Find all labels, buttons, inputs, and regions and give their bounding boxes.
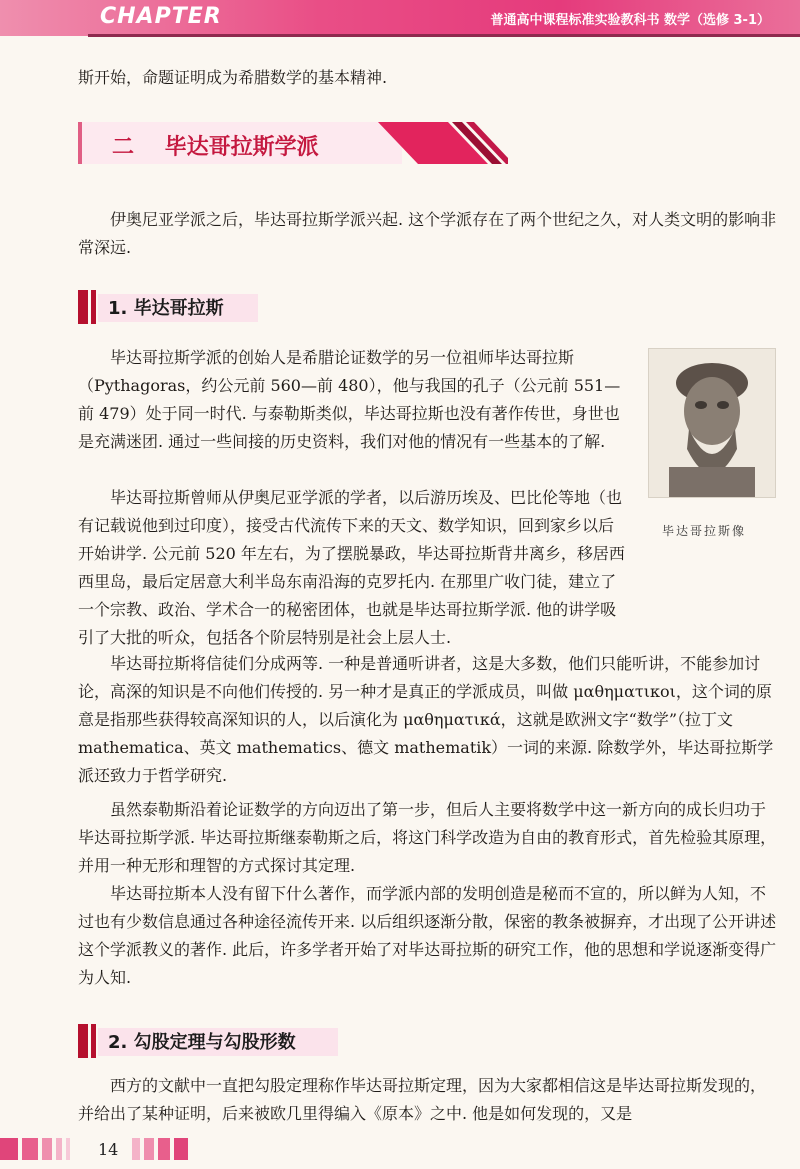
figure-caption: 毕达哥拉斯像	[662, 524, 747, 538]
bust-image	[649, 349, 775, 497]
chapter-label: CHAPTER	[100, 4, 222, 29]
section-heading	[78, 122, 438, 170]
pythagoras-portrait	[648, 348, 776, 498]
section-heading-stripes	[378, 122, 508, 164]
paragraph-1: 毕达哥拉斯学派的创始人是希腊论证数学的另一位祖师毕达哥拉斯（Pythagoras，约公元前 560—前 480），他与我国的孔子（公元前 551—前 479）处于同一时代. 与泰勒斯类似，毕达哥拉斯也没有著作传世，身世也是充满迷团. 通过一些间接的历史资料，我们对他的情况有一些基本的了解.	[78, 348, 621, 451]
subsection-title-1: 1. 毕达哥拉斯	[108, 298, 224, 319]
paragraph-3: 毕达哥拉斯将信徒们分成两等. 一种是普通听讲者，这是大多数，他们只能听讲，不能参加讨论，高深的知识是不向他们传授的. 另一种才是真正的学派成员，叫做 μαθηματικοι，这个词的原意是指那些获得较高深知识的人，以后演化为 μαθηματικά，这就是欧洲文字“数学”（拉丁文 mathematica、英文 mathematics、德文 mathematik）一词的来源. 除数学外，毕达哥拉斯学派还致力于哲学研究.	[78, 654, 774, 785]
paragraph-4: 虽然泰勒斯沿着论证数学的方向迈出了第一步，但后人主要将数学中这一新方向的成长归功于毕达哥拉斯学派. 毕达哥拉斯继泰勒斯之后，将这门科学改造为自由的教育形式，首先检验其原理，并用一种无形和理智的方式探讨其定理.	[78, 800, 777, 875]
heading-bar	[78, 290, 88, 324]
heading-bar-thin	[91, 290, 96, 324]
header-rule	[88, 34, 800, 37]
paragraph-5: 毕达哥拉斯本人没有留下什么著作，而学派内部的发明创造是秘而不宣的，所以鲜为人知，不过也有少数信息通过各种途径流传开来. 以后组织逐渐分散，保密的教条被摒弃，才出现了公开讲述这个学派教义的著作. 此后，许多学者开始了对毕达哥拉斯的研究工作，他的思想和学说逐渐变得广为人知.	[78, 884, 777, 987]
section-intro: 伊奥尼亚学派之后，毕达哥拉斯学派兴起. 这个学派存在了两个世纪之久，对人类文明的影响非常深远.	[78, 210, 777, 257]
heading-bar-thin	[91, 1024, 96, 1058]
page-number: 14	[98, 1140, 119, 1159]
footer-decoration	[0, 1134, 800, 1164]
book-title: 普通高中课程标准实验教科书 数学（选修 3-1）	[490, 13, 770, 28]
lead-paragraph: 斯开始，命题证明成为希腊数学的基本精神.	[78, 68, 388, 87]
section-title: 二 毕达哥拉斯学派	[112, 135, 319, 160]
paragraph-2a: 毕达哥拉斯曾师从伊奥尼亚学派的学者，以后游历埃及、巴比伦等地（也有记载说他到过印度），接受古代流传下来的天文、数学知识，回到家乡以后开始讲学. 公元前 520 年左右，为了摆脱暴政，毕达哥拉斯背井离乡，移居西西里岛，最后定居意大利半岛东南沿海的克罗托内. 在那里广收门徒，建立了一个宗教、政治、学术合一的秘密团体，也就是毕达哥拉斯学派. 他的讲学吸引了大批的听众，包括各个阶层特别是社会上层人士.	[78, 488, 625, 647]
paragraph-6: 西方的文献中一直把勾股定理称作毕达哥拉斯定理，因为大家都相信这是毕达哥拉斯发现的，并给出了某种证明，后来被欧几里得编入《原本》之中. 他是如何发现的，又是	[78, 1076, 767, 1123]
heading-bar	[78, 1024, 88, 1058]
subsection-title-2: 2. 勾股定理与勾股形数	[108, 1032, 296, 1053]
